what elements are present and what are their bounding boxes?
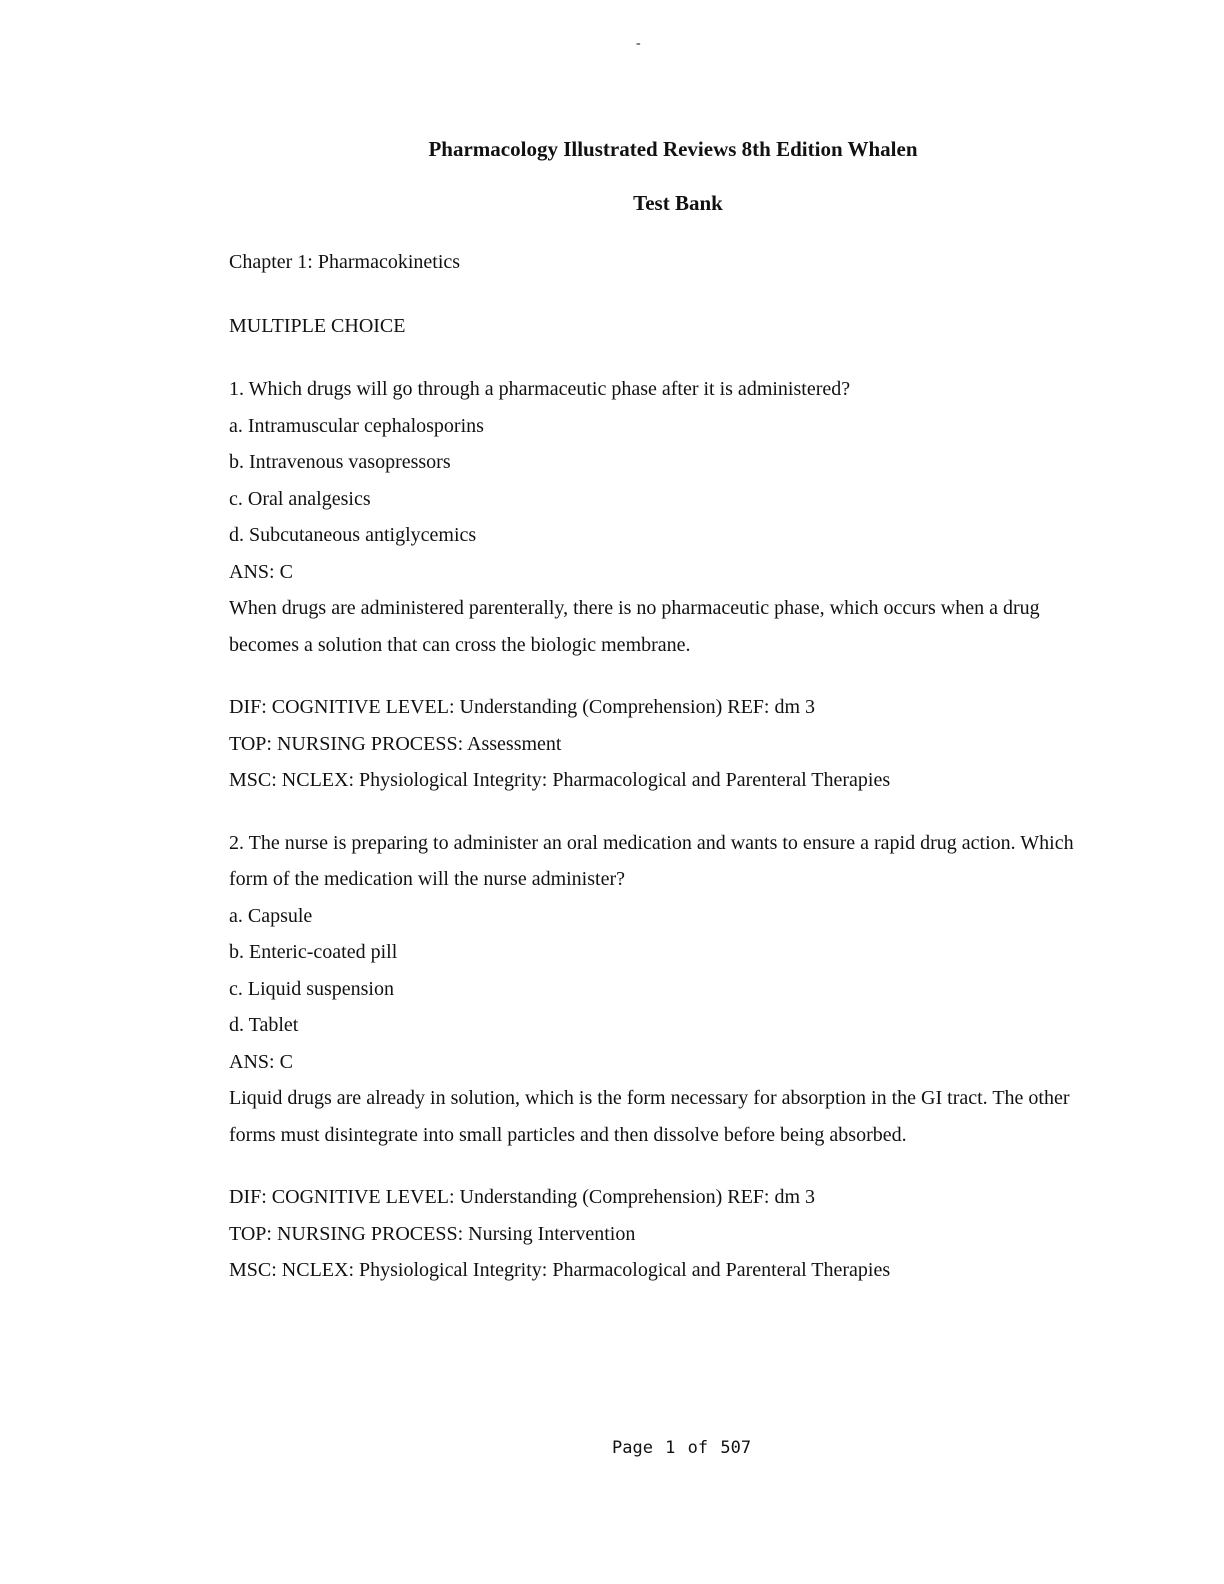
answer-option: a. Capsule (229, 904, 313, 927)
page-number: Page 1 of 507 (612, 1438, 752, 1458)
msc-line: MSC: NCLEX: Physiological Integrity: Pharmacological and Parenteral Therapies (229, 1259, 891, 1281)
question-2 (229, 825, 1119, 1154)
answer-rationale: Liquid drugs are already in solution, which is the form necessary for absorption in the GI tract. The other forms must disintegrate into small particles and then dissolve before being absorbed. (229, 1087, 1070, 1146)
answer-option: d. Tablet (229, 1014, 299, 1036)
answer-key: ANS: C (229, 1050, 293, 1073)
answer-option: c. Liquid suspension (229, 977, 394, 1000)
answer-option: d. Subcutaneous antiglycemics (229, 524, 477, 546)
difficulty-line: DIF: COGNITIVE LEVEL: Understanding (Comprehension) REF: dm 3 (229, 1186, 816, 1208)
answer-option: b. Enteric-coated pill (229, 941, 398, 963)
question-1-metadata (229, 689, 1119, 799)
answer-option: b. Intravenous vasopressors (229, 451, 451, 473)
answer-option: a. Intramuscular cephalosporins (229, 414, 484, 437)
answer-option: c. Oral analgesics (229, 487, 371, 510)
section-heading: MULTIPLE CHOICE (229, 314, 406, 337)
question-stem: 2. The nurse is preparing to administer an oral medication and wants to ensure a rapid drug action. Which form of the medication will the nurse administer? (229, 831, 1074, 890)
document-body (229, 244, 1119, 1315)
topic-line: TOP: NURSING PROCESS: Assessment (229, 732, 562, 755)
document-title: Pharmacology Illustrated Reviews 8th Edition Whalen (428, 137, 918, 161)
top-mark: - (636, 36, 641, 51)
chapter-heading: Chapter 1: Pharmacokinetics (229, 251, 461, 273)
msc-line: MSC: NCLEX: Physiological Integrity: Pharmacological and Parenteral Therapies (229, 769, 891, 791)
question-1 (229, 371, 1119, 663)
document-subtitle: Test Bank (633, 191, 723, 215)
question-2-metadata (229, 1179, 1119, 1289)
topic-line: TOP: NURSING PROCESS: Nursing Intervention (229, 1222, 636, 1245)
answer-key: ANS: C (229, 560, 293, 583)
answer-rationale: When drugs are administered parenterally, there is no pharmaceutic phase, which occurs when a drug becomes a solution that can cross the biologic membrane. (229, 597, 1040, 656)
question-stem: 1. Which drugs will go through a pharmaceutic phase after it is administered? (229, 378, 851, 400)
difficulty-line: DIF: COGNITIVE LEVEL: Understanding (Comprehension) REF: dm 3 (229, 696, 816, 718)
